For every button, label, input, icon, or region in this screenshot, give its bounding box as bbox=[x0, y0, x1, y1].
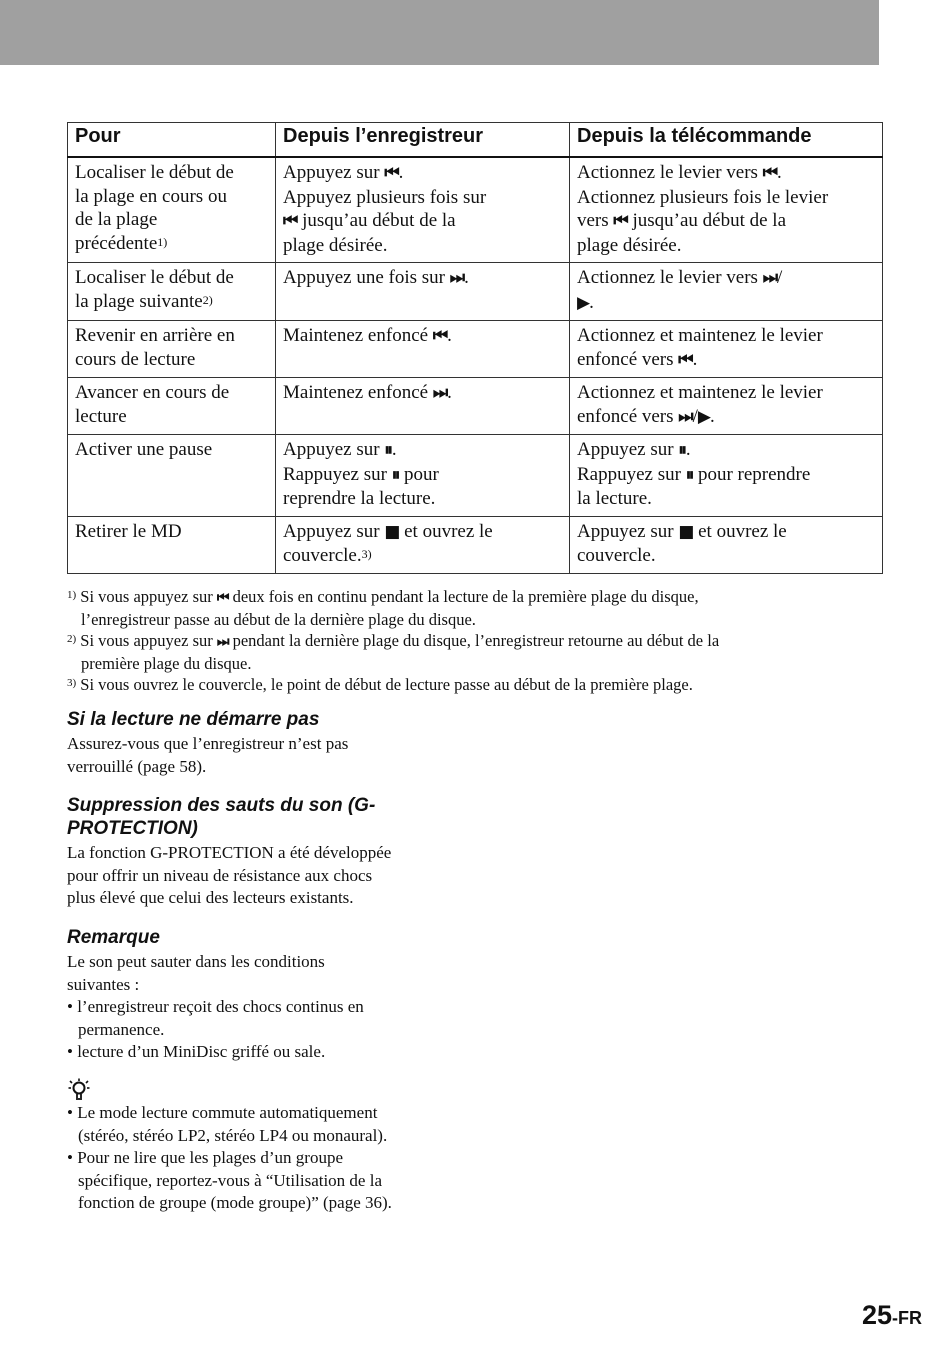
prev-icon: ⏮ bbox=[762, 163, 778, 183]
table-row bbox=[68, 516, 883, 573]
cell-enregistreur: Appuyez une fois sur ⏭. bbox=[276, 263, 570, 321]
operations-table bbox=[67, 122, 883, 574]
prev-icon: ⏮ bbox=[432, 326, 448, 346]
footnote-2: $^{2)}$ Si vous appuyez sur ⏭ pendant la dernière plage du disque, l’enregistreur retourne au début de la première plage du disque. bbox=[67, 631, 720, 673]
header-bar bbox=[0, 0, 879, 65]
table-header-row bbox=[68, 123, 883, 158]
prev-icon: ⏮ bbox=[216, 590, 229, 606]
play-icon: ▶ bbox=[697, 406, 710, 427]
prev-icon: ⏮ bbox=[678, 349, 693, 370]
list-item: • Le mode lecture commute automatiquement (stéréo, stéréo LP2, stéréo LP4 ou monaural). bbox=[67, 1103, 388, 1145]
list-item: • lecture d’un MiniDisc griffé ou sale. bbox=[67, 1042, 326, 1061]
pause-icon: ⏸ bbox=[384, 440, 392, 460]
cell-pour: Localiser le début de la plage en cours ou de la plage précédente$^{1)}$ bbox=[68, 157, 276, 263]
footnote-3: $^{3)}$ Si vous ouvrez le couvercle, le point de début de lecture passe au début de la première plage. bbox=[67, 675, 693, 694]
section-title: Suppression des sauts du son (G- PROTECTION) bbox=[67, 795, 376, 839]
prev-icon: ⏮ bbox=[613, 211, 628, 231]
prev-icon: ⏮ bbox=[283, 211, 298, 231]
next-icon: ⏭ bbox=[678, 406, 693, 427]
section-g-protection: Suppression des sauts du son (G- PROTECTION) La fonction G-PROTECTION a été développée pour offrir un niveau de résistance aux chocs plus élevé que celui des lecteurs existants. bbox=[67, 794, 457, 910]
table-row bbox=[68, 157, 883, 263]
cell-enregistreur: Appuyez sur ⏮. Appuyez plusieurs fois sur ⏮ jusqu’au début de la plage désirée. bbox=[276, 157, 570, 263]
next-icon: ⏭ bbox=[216, 634, 229, 650]
section-lecture: Si la lecture ne démarre pas Assurez-vous que l’enregistreur n’est pas verrouillé (page 58). bbox=[67, 708, 457, 778]
hint-icon bbox=[68, 1078, 90, 1102]
list-item: • l’enregistreur reçoit des chocs continus en permanence. bbox=[67, 997, 364, 1039]
footnote-1: $^{1)}$ Si vous appuyez sur ⏮ deux fois en continu pendant la lecture de la première plage du disque, l’enregistreur passe au début de la dernière plage du disque. bbox=[67, 587, 699, 629]
pause-icon: ⏸ bbox=[391, 464, 400, 485]
cell-telecommande: Actionnez et maintenez le levier enfoncé vers ⏭/▶. bbox=[570, 378, 883, 435]
table-row bbox=[68, 378, 883, 435]
cell-pour: Activer une pause bbox=[68, 435, 276, 517]
cell-telecommande: Appuyez sur ⏸. Rappuyez sur ⏸ pour reprendre la lecture. bbox=[570, 435, 883, 517]
cell-enregistreur: Appuyez sur ⏸. Rappuyez sur ⏸ pour reprendre la lecture. bbox=[276, 435, 570, 517]
cell-pour: Revenir en arrière en cours de lecture bbox=[68, 321, 276, 378]
section-remarque: Remarque Le son peut sauter dans les conditions suivantes : • l’enregistreur reçoit des chocs continus en permanence. • lecture d’un MiniDisc griffé ou sale. bbox=[67, 926, 457, 1064]
stop-icon: ■ bbox=[678, 521, 694, 542]
cell-enregistreur: Appuyez sur ■ et ouvrez le couvercle.$^{3)}$ bbox=[276, 516, 570, 573]
footnotes bbox=[67, 586, 887, 695]
next-icon: ⏭ bbox=[432, 383, 448, 403]
prev-icon: ⏮ bbox=[384, 163, 399, 183]
cell-telecommande: Actionnez le levier vers ⏮. Actionnez plusieurs fois le levier vers ⏮ jusqu’au début de la plage désirée. bbox=[570, 157, 883, 263]
section-tips bbox=[67, 1078, 457, 1215]
next-icon: ⏭ bbox=[449, 268, 465, 288]
cell-telecommande: Actionnez le levier vers ⏭/ ▶. bbox=[570, 263, 883, 321]
cell-pour: Avancer en cours de lecture bbox=[68, 378, 276, 435]
next-icon: ⏭ bbox=[762, 268, 778, 288]
table-row bbox=[68, 321, 883, 378]
cell-telecommande: Actionnez et maintenez le levier enfoncé vers ⏮. bbox=[570, 321, 883, 378]
play-icon: ▶ bbox=[577, 292, 590, 313]
pause-icon: ⏸ bbox=[685, 464, 694, 485]
pause-icon: ⏸ bbox=[678, 440, 686, 460]
cell-enregistreur: Maintenez enfoncé ⏭. bbox=[276, 378, 570, 435]
cell-enregistreur: Maintenez enfoncé ⏮. bbox=[276, 321, 570, 378]
header-enregistreur: Depuis l’enregistreur bbox=[276, 123, 570, 158]
header-telecommande: Depuis la télécommande bbox=[570, 123, 883, 158]
table-row bbox=[68, 435, 883, 517]
stop-icon: ■ bbox=[384, 521, 400, 542]
list-item: • Pour ne lire que les plages d’un groupe spécifique, reportez-vous à “Utilisation de la fonction de groupe (mode groupe)” (page 36). bbox=[67, 1148, 392, 1212]
section-title: Remarque bbox=[67, 927, 160, 948]
table-row bbox=[68, 263, 883, 321]
cell-telecommande: Appuyez sur ■ et ouvrez le couvercle. bbox=[570, 516, 883, 573]
cell-pour: Retirer le MD bbox=[68, 516, 276, 573]
section-title: Si la lecture ne démarre pas bbox=[67, 709, 320, 730]
header-pour: Pour bbox=[68, 123, 276, 158]
cell-pour: Localiser le début de la plage suivante$^{2)}$ bbox=[68, 263, 276, 321]
page-number: 25-FR bbox=[861, 1300, 922, 1330]
